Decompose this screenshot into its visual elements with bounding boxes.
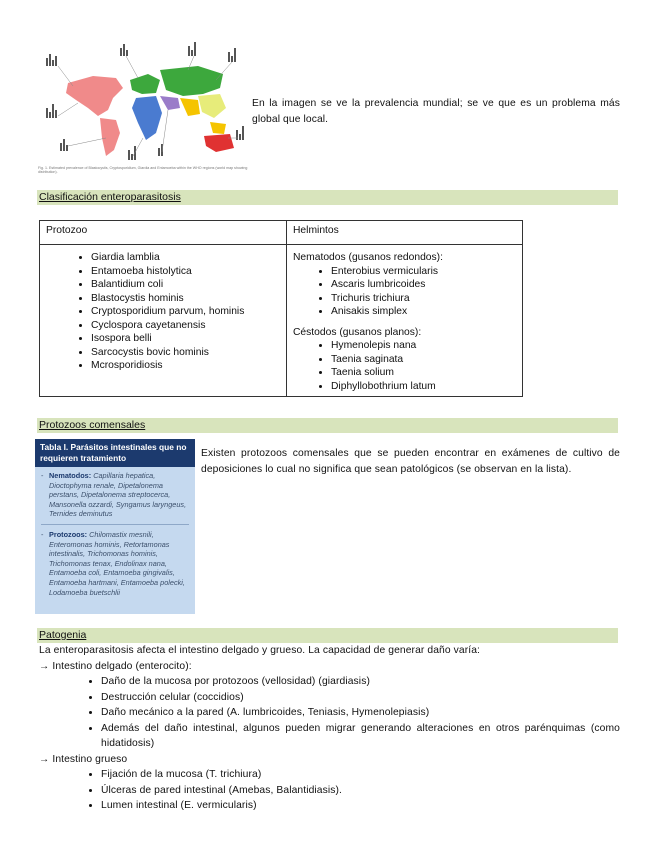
- nematodes-list: [293, 265, 516, 319]
- intestino-delgado-label: → Intestino delgado (enterocito):: [39, 660, 192, 672]
- list-item: • Daño de la mucosa por protozoos (vellosidad) (giardiasis): [101, 674, 620, 690]
- table1-protozoa-label: Protozoos:: [49, 529, 88, 539]
- list-item: • Balantidium coli: [91, 278, 280, 292]
- section-comensales: [37, 418, 618, 433]
- table1-protozoa-text: Chilomastix mesnili, Enteromonas hominis, Retortamonas intestinalis, Trichomonas hominis, Trichomonas tenax, Endolinax nana, Entamoeba coli, Entamoeba gingivalis, Entamoeba hartmani, Entamoeba polecki, Lodamoeba buetschlii: [49, 529, 185, 597]
- intestino-grueso-list: [39, 767, 620, 814]
- section-title: Patogenia: [39, 629, 87, 641]
- list-item: • Enterobius vermicularis: [331, 265, 516, 279]
- list-item: • Sarcocystis bovic hominis: [91, 346, 280, 360]
- list-item: • Taenia saginata: [331, 353, 516, 367]
- list-item: • Cryptosporidium parvum, hominis: [91, 305, 280, 319]
- list-item: • Ascaris lumbricoides: [331, 278, 516, 292]
- list-item: • Isospora belli: [91, 332, 280, 346]
- world-prevalence-map: [38, 38, 250, 178]
- table1-nematodes: [41, 471, 189, 519]
- comensales-paragraph: Existen protozoos comensales que se pueden encontrar en exámenes de cultivo de deposiciones lo cual no significa que sean patológicos (se observan en la lista).: [201, 448, 620, 475]
- section-patogenia: [37, 628, 618, 643]
- list-item: • Trichuris trichiura: [331, 292, 516, 306]
- helmintos-cell: [287, 245, 523, 397]
- header-protozoo: Protozoo: [40, 221, 287, 245]
- table1-nematodes-label: Nematodos:: [49, 471, 92, 480]
- list-item: • Úlceras de pared intestinal (Amebas, Balantidiasis).: [101, 783, 620, 799]
- protozoa-list: [46, 251, 280, 373]
- intestino-grueso-label: → Intestino grueso: [39, 753, 128, 765]
- table1-title: Tabla I. Parásitos intestinales que no requieren tratamiento: [35, 439, 195, 467]
- cestodes-label: Céstodos (gusanos planos):: [293, 326, 422, 338]
- list-item: • Diphyllobothrium latum: [331, 380, 516, 394]
- list-item: • Hymenolepis nana: [331, 339, 516, 353]
- patogenia-intro: La enteroparasitosis afecta el intestino delgado y grueso. La capacidad de generar daño varía:: [39, 645, 481, 656]
- patogenia-content: [39, 643, 620, 814]
- section-title: Clasificación enteroparasitosis: [39, 191, 181, 203]
- list-item: • Cyclospora cayetanensis: [91, 319, 280, 333]
- header-helmintos: Helmintos: [287, 221, 523, 245]
- list-item: • Anisakis simplex: [331, 305, 516, 319]
- nematodes-label: Nematodos (gusanos redondos):: [293, 252, 443, 263]
- list-item: • Taenia solium: [331, 366, 516, 380]
- cestodes-list: [293, 339, 516, 393]
- classification-table: [39, 220, 523, 397]
- protozoa-cell: [40, 245, 287, 397]
- list-item: • Blastocystis hominis: [91, 292, 280, 306]
- list-item: • Daño mecánico a la pared (A. lumbricoides, Teniasis, Hymenolepiasis): [101, 705, 620, 721]
- list-item: • Fijación de la mucosa (T. trichiura): [101, 767, 620, 783]
- list-item: • Giardia lamblia: [91, 251, 280, 265]
- list-item: • Entamoeba histolytica: [91, 265, 280, 279]
- table1-image: [35, 439, 195, 614]
- table1-nematodes-text: Capillaria hepatica, Dioctophyma renale, Dipetalonema perstans, Dipetalonema streptocerca, Mansonella ozzardi, Syngamus laryngeus, Ternides deminutus: [49, 471, 187, 519]
- section-clasificacion: [37, 190, 618, 205]
- map-caption: Fig. 1. Estimated prevalence of Blastocystis, Cryptosporidium, Giardia and Entamoeba within the WHO regions (world map showing distribution).: [38, 166, 248, 175]
- section-title: Protozoos comensales: [39, 419, 146, 431]
- world-map-image: [38, 38, 250, 178]
- table1-protozoa: [41, 530, 189, 597]
- list-item: • Lumen intestinal (E. vermicularis): [101, 798, 620, 814]
- list-item: • Mcrosporidiosis: [91, 359, 280, 373]
- intro-paragraph: En la imagen se ve la prevalencia mundial; se ve que es un problema más global que local.: [252, 98, 620, 125]
- intestino-delgado-list: [39, 674, 620, 752]
- list-item: • Además del daño intestinal, algunos pueden migrar generando alteraciones en otros parénquimas (como hidatidosis): [101, 721, 620, 752]
- list-item: • Destrucción celular (coccidios): [101, 690, 620, 706]
